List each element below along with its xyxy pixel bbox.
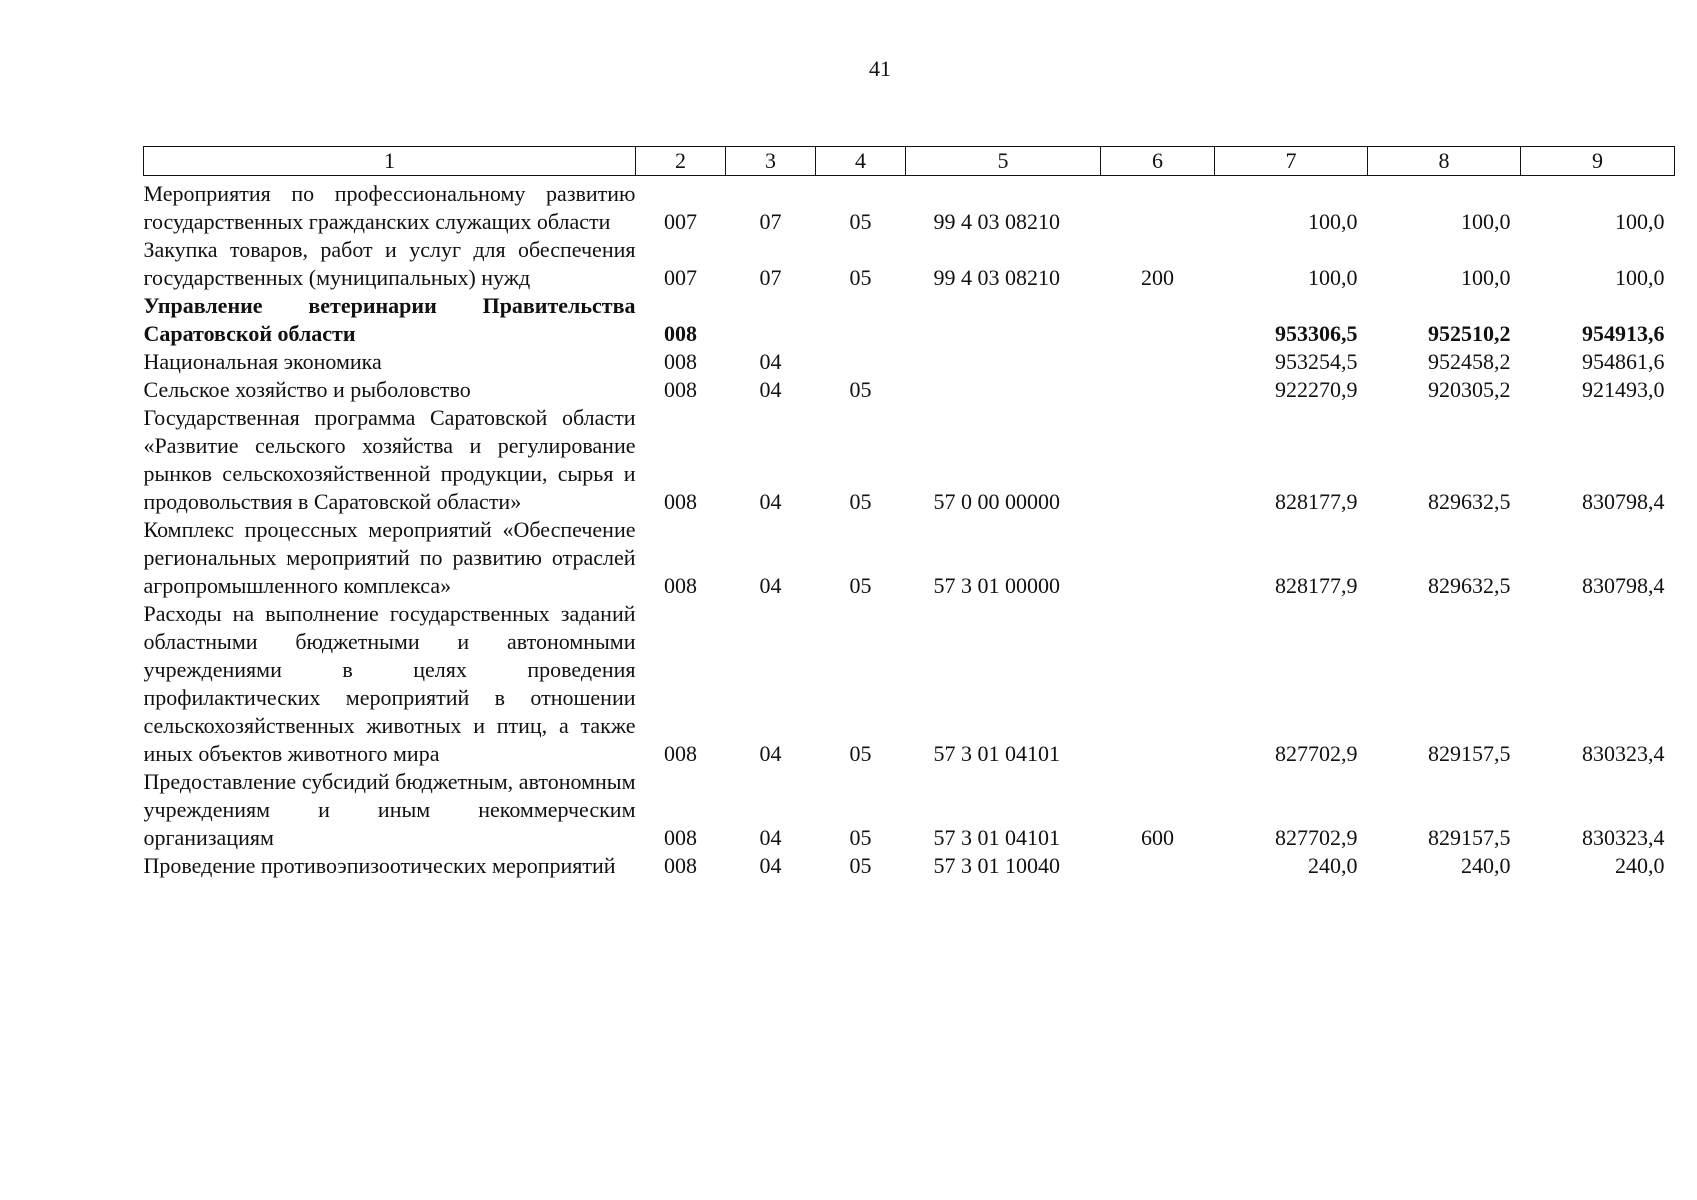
amount-year3-cell: 921493,0 <box>1582 377 1665 402</box>
subsection-cell: 05 <box>849 573 872 598</box>
expense-type-cell: 600 <box>1141 825 1174 850</box>
item-name-cell: Проведение противоэпизоотических мероприятий <box>143 853 616 878</box>
expense-type-cell <box>1101 852 1215 880</box>
ministry-code-cell: 008 <box>664 825 697 850</box>
section-cell: 04 <box>759 573 782 598</box>
section-cell: 07 <box>759 265 782 290</box>
table-row <box>144 236 1675 292</box>
amount-year1-cell: 100,0 <box>1308 209 1358 234</box>
expense-type-cell <box>1101 292 1215 348</box>
subsection-cell <box>816 292 906 348</box>
budget-table <box>143 146 1675 880</box>
amount-year3-cell: 830798,4 <box>1582 489 1665 514</box>
amount-year1-cell: 100,0 <box>1308 265 1358 290</box>
ministry-code-cell: 008 <box>664 489 697 514</box>
target-article-cell: 57 0 00 00000 <box>933 489 1060 514</box>
amount-year1-cell: 827702,9 <box>1275 825 1358 850</box>
item-name-cell: Комплекс процессных мероприятий «Обеспечение региональных мероприятий по развитию отраслей агропромышленного комплекса» <box>143 517 636 598</box>
target-article-cell <box>906 376 1101 404</box>
amount-year3-cell: 830323,4 <box>1582 741 1665 766</box>
amount-year1-cell: 828177,9 <box>1275 489 1358 514</box>
amount-year2-cell: 952510,2 <box>1428 321 1511 346</box>
amount-year2-cell: 829632,5 <box>1428 489 1511 514</box>
amount-year3-cell: 240,0 <box>1615 853 1665 878</box>
header-cell: 1 <box>144 147 636 176</box>
amount-year1-cell: 953254,5 <box>1275 349 1358 374</box>
item-name-cell: Национальная экономика <box>143 349 382 374</box>
table-row <box>144 600 1675 768</box>
section-cell: 07 <box>759 209 782 234</box>
header-cell: 5 <box>906 147 1101 176</box>
subsection-cell <box>816 348 906 376</box>
amount-year2-cell: 829157,5 <box>1428 825 1511 850</box>
ministry-code-cell: 008 <box>664 573 697 598</box>
expense-type-cell <box>1101 376 1215 404</box>
target-article-cell: 57 3 01 00000 <box>933 573 1060 598</box>
table-row <box>144 404 1675 516</box>
table-row <box>144 768 1675 852</box>
expense-type-cell <box>1101 600 1215 768</box>
header-cell: 4 <box>816 147 906 176</box>
table-row <box>144 348 1675 376</box>
amount-year1-cell: 240,0 <box>1308 853 1358 878</box>
section-cell: 04 <box>759 349 782 374</box>
subsection-cell: 05 <box>849 209 872 234</box>
ministry-code-cell: 008 <box>664 321 697 346</box>
item-name-cell: Расходы на выполнение государственных заданий областными бюджетными и автономными учреждениями в целях проведения профилактических мероприятий в отношении сельскохозяйственных животных и птиц, а также иных объектов животного мира <box>143 601 636 766</box>
amount-year1-cell: 953306,5 <box>1275 321 1358 346</box>
amount-year3-cell: 954861,6 <box>1582 349 1665 374</box>
page-number: 41 <box>869 56 891 81</box>
amount-year2-cell: 829632,5 <box>1428 573 1511 598</box>
item-name-cell: Управление ветеринарии Правительства Саратовской области <box>143 293 636 346</box>
amount-year2-cell: 100,0 <box>1461 209 1511 234</box>
ministry-code-cell: 007 <box>664 209 697 234</box>
target-article-cell <box>906 348 1101 376</box>
subsection-cell: 05 <box>849 489 872 514</box>
header-cell: 3 <box>726 147 816 176</box>
target-article-cell: 57 3 01 10040 <box>933 853 1060 878</box>
amount-year2-cell: 240,0 <box>1461 853 1511 878</box>
amount-year3-cell: 100,0 <box>1615 209 1665 234</box>
subsection-cell: 05 <box>849 377 872 402</box>
item-name-cell: Закупка товаров, работ и услуг для обеспечения государственных (муниципальных) нужд <box>143 237 636 290</box>
section-cell: 04 <box>759 489 782 514</box>
subsection-cell: 05 <box>849 825 872 850</box>
header-cell: 6 <box>1101 147 1215 176</box>
section-cell: 04 <box>759 825 782 850</box>
amount-year3-cell: 830323,4 <box>1582 825 1665 850</box>
expense-type-cell <box>1101 176 1215 237</box>
section-cell: 04 <box>759 377 782 402</box>
table-row <box>144 376 1675 404</box>
expense-type-cell <box>1101 348 1215 376</box>
ministry-code-cell: 008 <box>664 349 697 374</box>
table-row <box>144 516 1675 600</box>
target-article-cell <box>906 292 1101 348</box>
ministry-code-cell: 008 <box>664 741 697 766</box>
amount-year3-cell: 100,0 <box>1615 265 1665 290</box>
amount-year2-cell: 920305,2 <box>1428 377 1511 402</box>
subsection-cell: 05 <box>849 853 872 878</box>
section-cell: 04 <box>759 741 782 766</box>
expense-type-cell: 200 <box>1141 265 1174 290</box>
amount-year1-cell: 827702,9 <box>1275 741 1358 766</box>
item-name-cell: Мероприятия по профессиональному развитию государственных гражданских служащих области <box>143 181 636 234</box>
target-article-cell: 99 4 03 08210 <box>933 209 1060 234</box>
item-name-cell: Государственная программа Саратовской области «Развитие сельского хозяйства и регулирование рынков сельскохозяйственной продукции, сырья и продовольствия в Саратовской области» <box>143 405 636 514</box>
target-article-cell: 57 3 01 04101 <box>933 825 1060 850</box>
item-name-cell: Сельское хозяйство и рыболовство <box>143 377 471 402</box>
ministry-code-cell: 008 <box>664 853 697 878</box>
amount-year3-cell: 954913,6 <box>1582 321 1665 346</box>
expense-type-cell <box>1101 404 1215 516</box>
section-cell <box>726 292 816 348</box>
subsection-cell: 05 <box>849 265 872 290</box>
table-row <box>144 292 1675 348</box>
amount-year2-cell: 952458,2 <box>1428 349 1511 374</box>
ministry-code-cell: 008 <box>664 377 697 402</box>
item-name-cell: Предоставление субсидий бюджетным, автономным учреждениям и иным некоммерческим организациям <box>143 769 636 850</box>
amount-year1-cell: 828177,9 <box>1275 573 1358 598</box>
target-article-cell: 57 3 01 04101 <box>933 741 1060 766</box>
header-cell: 7 <box>1215 147 1368 176</box>
amount-year3-cell: 830798,4 <box>1582 573 1665 598</box>
header-row <box>144 147 1675 176</box>
amount-year2-cell: 100,0 <box>1461 265 1511 290</box>
table-body <box>144 176 1675 881</box>
amount-year1-cell: 922270,9 <box>1275 377 1358 402</box>
ministry-code-cell: 007 <box>664 265 697 290</box>
expense-type-cell <box>1101 516 1215 600</box>
header-cell: 9 <box>1521 147 1675 176</box>
subsection-cell: 05 <box>849 741 872 766</box>
amount-year2-cell: 829157,5 <box>1428 741 1511 766</box>
target-article-cell: 99 4 03 08210 <box>933 265 1060 290</box>
header-cell: 8 <box>1368 147 1521 176</box>
table-row <box>144 176 1675 237</box>
table-row <box>144 852 1675 880</box>
section-cell: 04 <box>759 853 782 878</box>
header-cell: 2 <box>636 147 726 176</box>
